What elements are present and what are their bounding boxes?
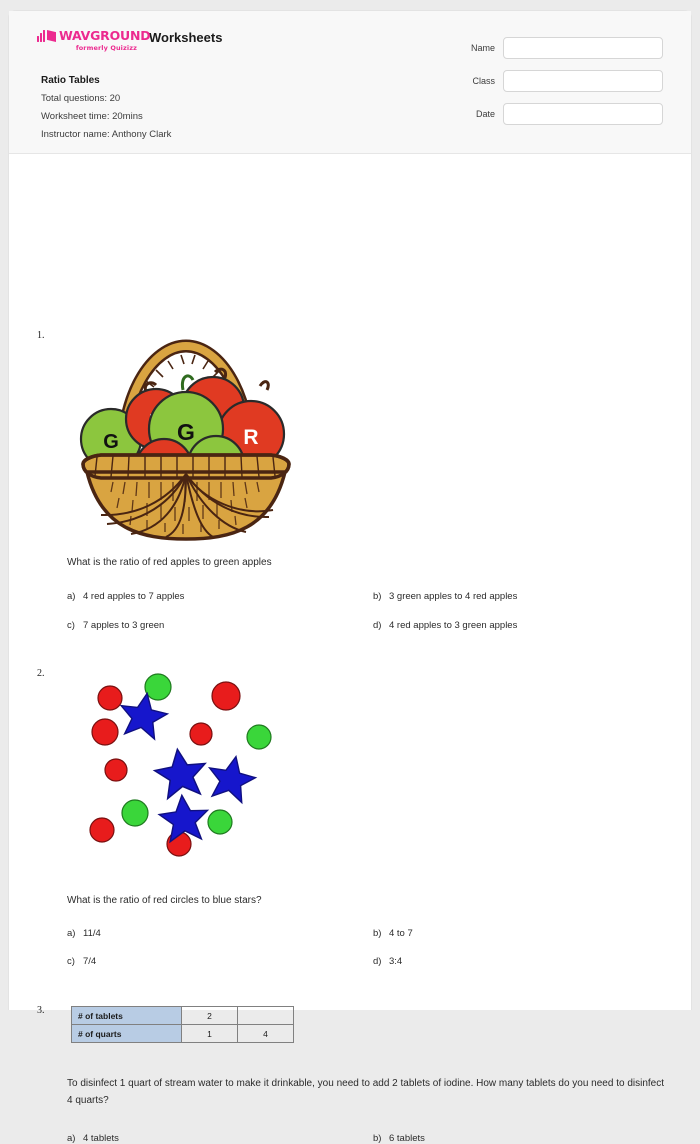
svg-text:G: G [103,431,119,453]
logo-block [37,28,151,52]
option-a-text: 11/4 [83,928,101,939]
option-d-label: d) [373,620,382,631]
row-2-cell-2: 4 [238,1025,294,1043]
question-1-option-b[interactable] [373,591,517,602]
question-1-option-c[interactable] [67,620,164,631]
option-c-text: 7/4 [83,956,97,967]
date-input[interactable] [503,103,663,125]
row-1-header: # of tablets [72,1007,182,1025]
question-1-number: 1. [37,330,45,341]
worksheet-title: Ratio Tables [41,75,100,86]
ratio-table [71,1006,294,1043]
date-field-row [463,103,663,125]
worksheet-time: Worksheet time: 20mins [41,111,143,122]
logo-subtitle: formerly Quizizz [75,44,137,52]
question-1-text: What is the ratio of red apples to green apples [67,557,272,568]
option-b-label: b) [373,928,382,939]
option-d-text: 3:4 [389,956,403,967]
instructor-name: Instructor name: Anthony Clark [41,129,172,140]
row-2-header: # of quarts [72,1025,182,1043]
worksheet-meta [41,75,171,147]
worksheet-header [9,11,691,154]
table-row [72,1007,294,1025]
option-c-label: c) [67,956,75,967]
option-b-label: b) [373,1133,382,1144]
class-input[interactable] [503,70,663,92]
option-a-label: a) [67,1133,76,1144]
question-1-option-a[interactable] [67,591,184,602]
option-d-text: 4 red apples to 3 green apples [389,620,518,631]
class-label: Class [472,76,495,86]
worksheet-page [8,10,692,1144]
option-b-label: b) [373,591,382,602]
question-2-option-a[interactable] [67,928,101,939]
option-b-text: 4 to 7 [389,928,413,939]
option-a-label: a) [67,928,76,939]
shapes-scatter-image [71,672,286,867]
row-1-cell-2[interactable] [238,1007,294,1025]
option-b-text: 6 tablets [389,1133,425,1144]
table-row [72,1025,294,1043]
wayground-mark-icon [37,29,56,42]
svg-text:G: G [177,419,195,445]
question-2-number: 2. [37,668,45,679]
question-3-number: 3. [37,1005,45,1016]
option-a-text: 4 tablets [83,1133,119,1144]
question-2-option-c[interactable] [67,956,96,967]
option-c-text: 7 apples to 3 green [83,620,165,631]
brand-logo [37,29,222,52]
row-2-cell-1: 1 [182,1025,238,1043]
question-2-text: What is the ratio of red circles to blue stars? [67,895,262,906]
option-c-label: c) [67,620,75,631]
name-field-row [463,37,663,59]
option-a-text: 4 red apples to 7 apples [83,591,185,602]
svg-text:R: R [243,426,259,449]
app-title: Worksheets [149,30,223,45]
option-a-label: a) [67,591,76,602]
question-2-option-b[interactable] [373,928,413,939]
apple-basket-image [61,324,311,544]
name-label: Name [470,43,495,53]
logo-wordmark: WAVGROUND [59,28,151,43]
option-d-label: d) [373,956,382,967]
row-1-cell-1: 2 [182,1007,238,1025]
class-field-row [463,70,663,92]
question-3-text: To disinfect 1 quart of stream water to make it drinkable, you need to add 2 tablets of iodine. How many tablets do you need to disinfect 4 quarts? [67,1078,665,1106]
option-b-text: 3 green apples to 4 red apples [389,591,518,602]
question-2-option-d[interactable] [373,956,402,967]
date-label: Date [475,109,495,119]
question-1-option-d[interactable] [373,620,517,631]
question-3-option-a[interactable] [67,1133,119,1144]
total-questions: Total questions: 20 [41,93,121,104]
question-3-option-b[interactable] [373,1133,425,1144]
student-fields [463,37,663,136]
name-input[interactable] [503,37,663,59]
flag-icon [47,30,56,42]
